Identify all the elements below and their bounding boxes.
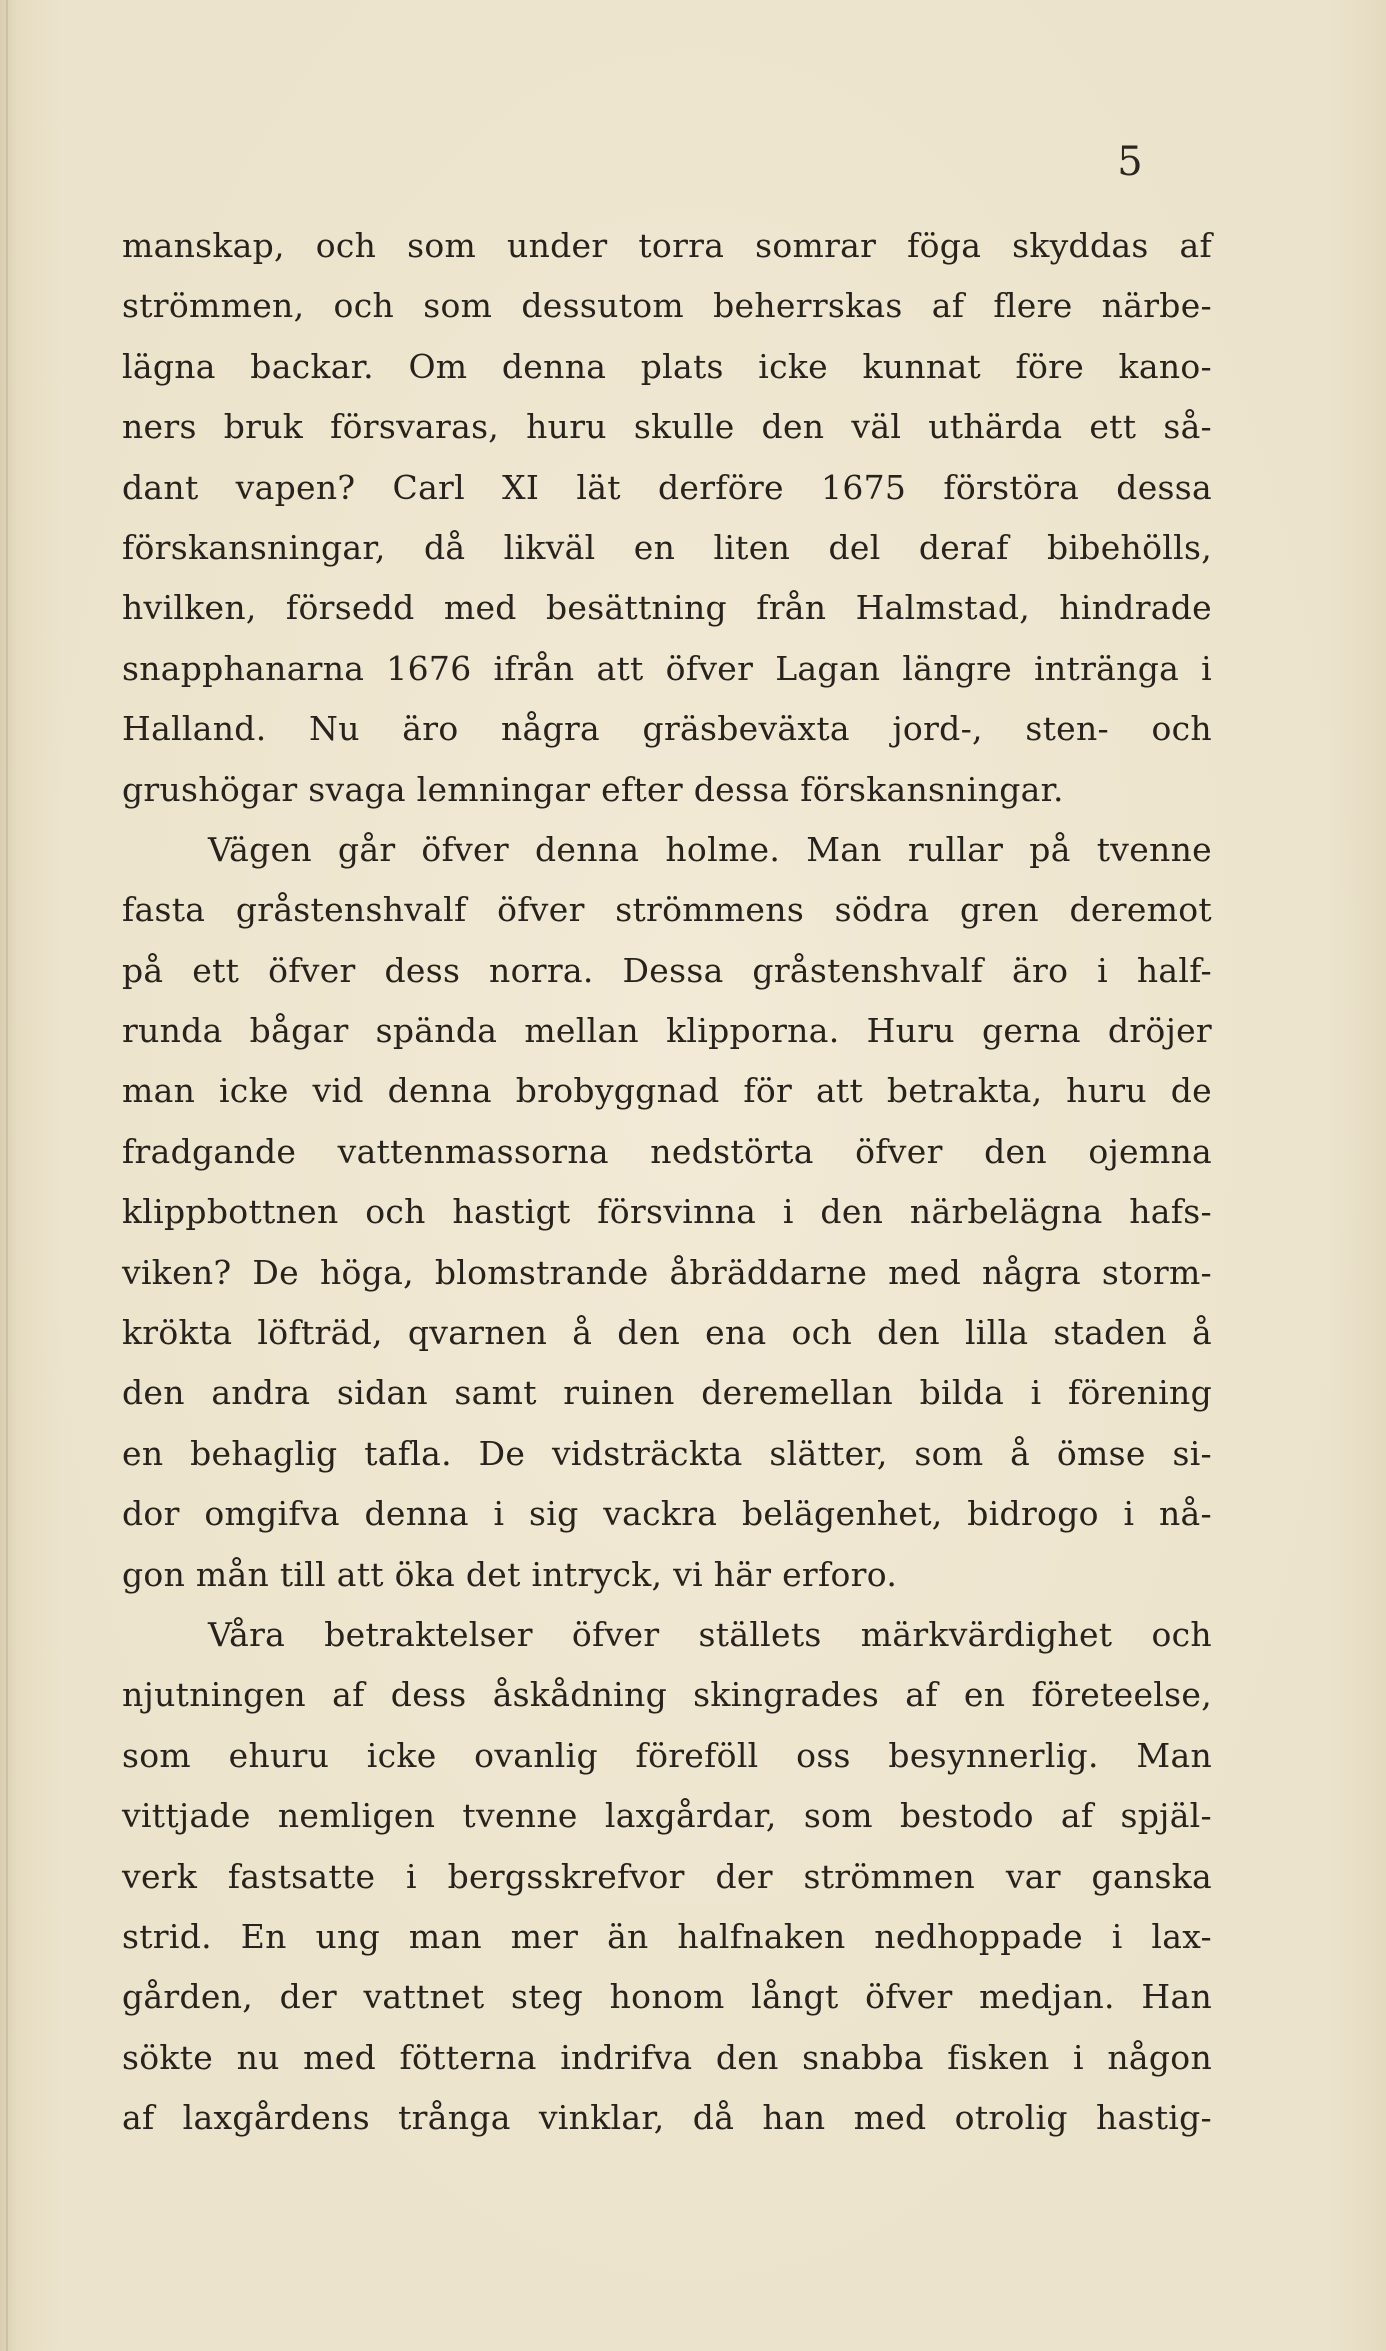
text-line: dor omgifva denna i sig vackra belägenhet, bidrogo i nå- — [122, 1494, 1212, 1534]
text-line: som ehuru icke ovanlig föreföll oss besynnerlig. Man — [122, 1735, 1212, 1775]
body-text — [122, 216, 1212, 2149]
text-line: runda bågar spända mellan klipporna. Huru gerna dröjer — [122, 1011, 1212, 1051]
text-line: Halland. Nu äro några gräsbeväxta jord-, sten- och — [122, 709, 1212, 749]
text-line: sökte nu med fötterna indrifva den snabba fisken i någon — [122, 2037, 1212, 2077]
text-line: fasta gråstenshvalf öfver strömmens södra gren deremot — [122, 890, 1212, 930]
text-line: viken? De höga, blomstrande åbräddarne med några storm- — [122, 1252, 1212, 1292]
page-number: 5 — [1117, 139, 1143, 185]
text-line: Våra betraktelser öfver ställets märkvärdighet och — [208, 1614, 1212, 1654]
text-line: en behaglig tafla. De vidsträckta slätter, som å ömse si- — [122, 1433, 1212, 1473]
text-line: grushögar svaga lemningar efter dessa förskansningar. — [122, 769, 1064, 809]
text-line: förskansningar, då likväl en liten del deraf bibehölls, — [122, 527, 1212, 567]
text-line: manskap, och som under torra somrar föga skyddas af — [122, 226, 1212, 265]
text-line: ners bruk försvaras, huru skulle den väl uthärda ett så- — [122, 407, 1212, 447]
text-line: fradgande vattenmassorna nedstörta öfver den ojemna — [122, 1131, 1212, 1171]
text-line: hvilken, försedd med besättning från Halmstad, hindrade — [122, 588, 1212, 628]
text-line: njutningen af dess åskådning skingrades af en företeelse, — [122, 1675, 1212, 1715]
page-edge-shadow — [6, 0, 8, 2351]
text-line: krökta löfträd, qvarnen å den ena och den lilla staden å — [122, 1313, 1212, 1353]
text-line: klippbottnen och hastigt försvinna i den närbelägna hafs- — [122, 1192, 1212, 1232]
text-line: man icke vid denna brobyggnad för att betrakta, huru de — [122, 1071, 1212, 1111]
text-line: Vägen går öfver denna holme. Man rullar på tvenne — [208, 829, 1212, 869]
text-line: snapphanarna 1676 ifrån att öfver Lagan längre intränga i — [122, 648, 1212, 688]
text-line: strid. En ung man mer än halfnaken nedhoppade i lax- — [122, 1916, 1212, 1956]
text-line: gården, der vattnet steg honom långt öfver medjan. Han — [122, 1977, 1212, 2017]
text-line: verk fastsatte i bergsskrefvor der strömmen var ganska — [122, 1856, 1212, 1896]
text-line: gon mån till att öka det intryck, vi här erforo. — [122, 1554, 898, 1594]
text-line: af laxgårdens trånga vinklar, då han med otrolig hastig- — [122, 2098, 1212, 2138]
text-line: den andra sidan samt ruinen deremellan bilda i förening — [122, 1373, 1212, 1413]
text-line: lägna backar. Om denna plats icke kunnat före kano- — [122, 346, 1212, 386]
text-line: vittjade nemligen tvenne laxgårdar, som bestodo af spjäl- — [122, 1796, 1212, 1836]
text-line: strömmen, och som dessutom beherrskas af flere närbe- — [122, 286, 1212, 326]
text-line: dant vapen? Carl XI lät derföre 1675 förstöra dessa — [122, 467, 1212, 507]
text-line: på ett öfver dess norra. Dessa gråstenshvalf äro i half- — [122, 950, 1212, 990]
